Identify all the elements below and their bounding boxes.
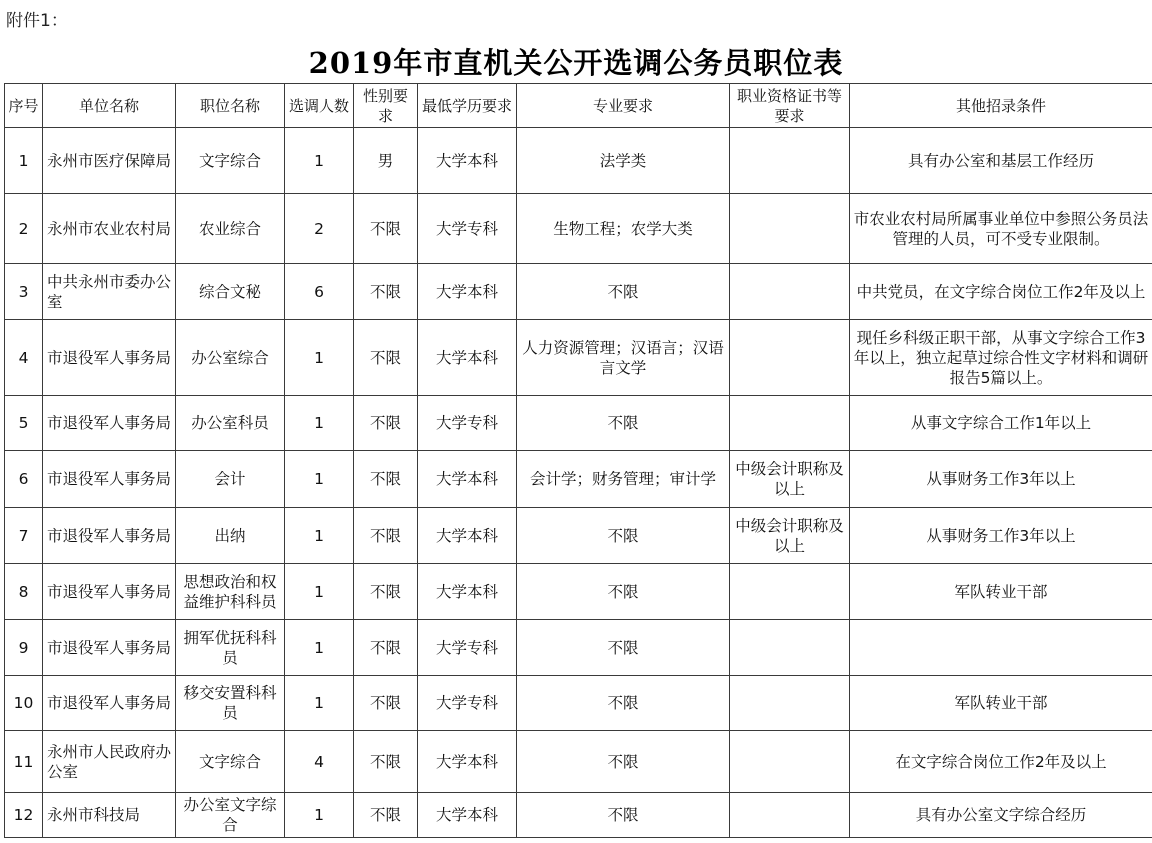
cell-count: 1 bbox=[285, 676, 354, 731]
cell-count: 1 bbox=[285, 396, 354, 451]
cell-unit: 市退役军人事务局 bbox=[43, 508, 176, 564]
cell-education: 大学本科 bbox=[418, 320, 517, 396]
table-row bbox=[5, 128, 1152, 194]
cell-major: 不限 bbox=[517, 264, 730, 320]
cell-major: 不限 bbox=[517, 793, 730, 838]
cell-gender: 男 bbox=[354, 128, 418, 194]
cell-other: 军队转业干部 bbox=[850, 676, 1152, 731]
table-row bbox=[5, 731, 1152, 793]
cell-other: 从事财务工作3年以上 bbox=[850, 451, 1152, 508]
cell-gender: 不限 bbox=[354, 793, 418, 838]
header-row bbox=[5, 84, 1152, 128]
cell-count: 1 bbox=[285, 620, 354, 676]
cell-position: 办公室科员 bbox=[176, 396, 285, 451]
cell-unit: 中共永州市委办公室 bbox=[43, 264, 176, 320]
cell-unit: 市退役军人事务局 bbox=[43, 451, 176, 508]
cell-major: 不限 bbox=[517, 564, 730, 620]
cell-no: 9 bbox=[5, 620, 43, 676]
table-row bbox=[5, 396, 1152, 451]
cell-major: 不限 bbox=[517, 731, 730, 793]
cell-count: 1 bbox=[285, 451, 354, 508]
cell-position: 出纳 bbox=[176, 508, 285, 564]
cell-position: 农业综合 bbox=[176, 194, 285, 264]
cell-education: 大学本科 bbox=[418, 731, 517, 793]
cell-no: 12 bbox=[5, 793, 43, 838]
cell-cert bbox=[730, 264, 850, 320]
cell-gender: 不限 bbox=[354, 396, 418, 451]
cell-position: 文字综合 bbox=[176, 731, 285, 793]
cell-position: 办公室文字综合 bbox=[176, 793, 285, 838]
table-row bbox=[5, 194, 1152, 264]
cell-unit: 市退役军人事务局 bbox=[43, 620, 176, 676]
cell-no: 3 bbox=[5, 264, 43, 320]
cell-count: 1 bbox=[285, 128, 354, 194]
cell-position: 会计 bbox=[176, 451, 285, 508]
cell-unit: 永州市农业农村局 bbox=[43, 194, 176, 264]
cell-no: 4 bbox=[5, 320, 43, 396]
cell-position: 综合文秘 bbox=[176, 264, 285, 320]
cell-education: 大学专科 bbox=[418, 620, 517, 676]
cell-count: 6 bbox=[285, 264, 354, 320]
cell-major: 不限 bbox=[517, 396, 730, 451]
cell-count: 1 bbox=[285, 793, 354, 838]
cell-education: 大学本科 bbox=[418, 793, 517, 838]
header-position: 职位名称 bbox=[176, 84, 285, 128]
cell-major: 法学类 bbox=[517, 128, 730, 194]
cell-other: 从事文字综合工作1年以上 bbox=[850, 396, 1152, 451]
header-education: 最低学历要求 bbox=[418, 84, 517, 128]
cell-cert bbox=[730, 194, 850, 264]
cell-cert bbox=[730, 676, 850, 731]
cell-position: 办公室综合 bbox=[176, 320, 285, 396]
cell-other: 具有办公室文字综合经历 bbox=[850, 793, 1152, 838]
cell-unit: 市退役军人事务局 bbox=[43, 564, 176, 620]
cell-unit: 永州市人民政府办公室 bbox=[43, 731, 176, 793]
cell-position: 拥军优抚科科员 bbox=[176, 620, 285, 676]
page-title: 2019年市直机关公开选调公务员职位表 bbox=[308, 46, 844, 80]
cell-education: 大学专科 bbox=[418, 396, 517, 451]
cell-position: 文字综合 bbox=[176, 128, 285, 194]
cell-gender: 不限 bbox=[354, 731, 418, 793]
table-row bbox=[5, 320, 1152, 396]
cell-no: 2 bbox=[5, 194, 43, 264]
cell-no: 6 bbox=[5, 451, 43, 508]
table-row bbox=[5, 451, 1152, 508]
cell-gender: 不限 bbox=[354, 264, 418, 320]
cell-cert bbox=[730, 320, 850, 396]
cell-major: 不限 bbox=[517, 620, 730, 676]
cell-no: 7 bbox=[5, 508, 43, 564]
cell-education: 大学本科 bbox=[418, 128, 517, 194]
attachment-label: 附件1： bbox=[6, 11, 68, 31]
cell-position: 思想政治和权益维护科科员 bbox=[176, 564, 285, 620]
cell-gender: 不限 bbox=[354, 564, 418, 620]
header-gender: 性别要求 bbox=[354, 84, 418, 128]
cell-major: 生物工程；农学大类 bbox=[517, 194, 730, 264]
cell-other: 军队转业干部 bbox=[850, 564, 1152, 620]
cell-unit: 永州市科技局 bbox=[43, 793, 176, 838]
header-cert: 职业资格证书等要求 bbox=[730, 84, 850, 128]
cell-other: 在文字综合岗位工作2年及以上 bbox=[850, 731, 1152, 793]
positions-table bbox=[4, 83, 1152, 838]
cell-other bbox=[850, 620, 1152, 676]
table-row bbox=[5, 620, 1152, 676]
cell-count: 4 bbox=[285, 731, 354, 793]
cell-gender: 不限 bbox=[354, 620, 418, 676]
header-major: 专业要求 bbox=[517, 84, 730, 128]
cell-count: 1 bbox=[285, 508, 354, 564]
cell-position: 移交安置科科员 bbox=[176, 676, 285, 731]
cell-education: 大学本科 bbox=[418, 451, 517, 508]
cell-other: 市农业农村局所属事业单位中参照公务员法管理的人员，可不受专业限制。 bbox=[850, 194, 1152, 264]
cell-no: 1 bbox=[5, 128, 43, 194]
cell-other: 具有办公室和基层工作经历 bbox=[850, 128, 1152, 194]
header-other: 其他招录条件 bbox=[850, 84, 1152, 128]
cell-cert bbox=[730, 128, 850, 194]
cell-unit: 市退役军人事务局 bbox=[43, 396, 176, 451]
cell-cert bbox=[730, 564, 850, 620]
cell-education: 大学本科 bbox=[418, 508, 517, 564]
cell-count: 1 bbox=[285, 320, 354, 396]
table-row bbox=[5, 508, 1152, 564]
cell-major: 会计学；财务管理；审计学 bbox=[517, 451, 730, 508]
cell-no: 5 bbox=[5, 396, 43, 451]
cell-cert bbox=[730, 731, 850, 793]
cell-cert bbox=[730, 793, 850, 838]
cell-cert bbox=[730, 620, 850, 676]
table-row bbox=[5, 676, 1152, 731]
cell-other: 从事财务工作3年以上 bbox=[850, 508, 1152, 564]
cell-gender: 不限 bbox=[354, 676, 418, 731]
cell-major: 不限 bbox=[517, 676, 730, 731]
cell-education: 大学专科 bbox=[418, 676, 517, 731]
table-row bbox=[5, 564, 1152, 620]
cell-unit: 永州市医疗保障局 bbox=[43, 128, 176, 194]
cell-major: 不限 bbox=[517, 508, 730, 564]
cell-cert: 中级会计职称及以上 bbox=[730, 451, 850, 508]
cell-gender: 不限 bbox=[354, 194, 418, 264]
cell-gender: 不限 bbox=[354, 451, 418, 508]
cell-unit: 市退役军人事务局 bbox=[43, 320, 176, 396]
cell-education: 大学专科 bbox=[418, 194, 517, 264]
table-row bbox=[5, 264, 1152, 320]
cell-count: 2 bbox=[285, 194, 354, 264]
cell-other: 中共党员，在文字综合岗位工作2年及以上 bbox=[850, 264, 1152, 320]
cell-count: 1 bbox=[285, 564, 354, 620]
header-count: 选调人数 bbox=[285, 84, 354, 128]
cell-education: 大学本科 bbox=[418, 264, 517, 320]
cell-gender: 不限 bbox=[354, 320, 418, 396]
cell-education: 大学本科 bbox=[418, 564, 517, 620]
cell-unit: 市退役军人事务局 bbox=[43, 676, 176, 731]
cell-major: 人力资源管理；汉语言；汉语言文学 bbox=[517, 320, 730, 396]
cell-cert: 中级会计职称及以上 bbox=[730, 508, 850, 564]
table-row bbox=[5, 793, 1152, 838]
cell-no: 11 bbox=[5, 731, 43, 793]
cell-other: 现任乡科级正职干部，从事文字综合工作3年以上，独立起草过综合性文字材料和调研报告5篇以上。 bbox=[850, 320, 1152, 396]
cell-gender: 不限 bbox=[354, 508, 418, 564]
header-no: 序号 bbox=[5, 84, 43, 128]
header-unit: 单位名称 bbox=[43, 84, 176, 128]
cell-no: 10 bbox=[5, 676, 43, 731]
cell-cert bbox=[730, 396, 850, 451]
cell-no: 8 bbox=[5, 564, 43, 620]
